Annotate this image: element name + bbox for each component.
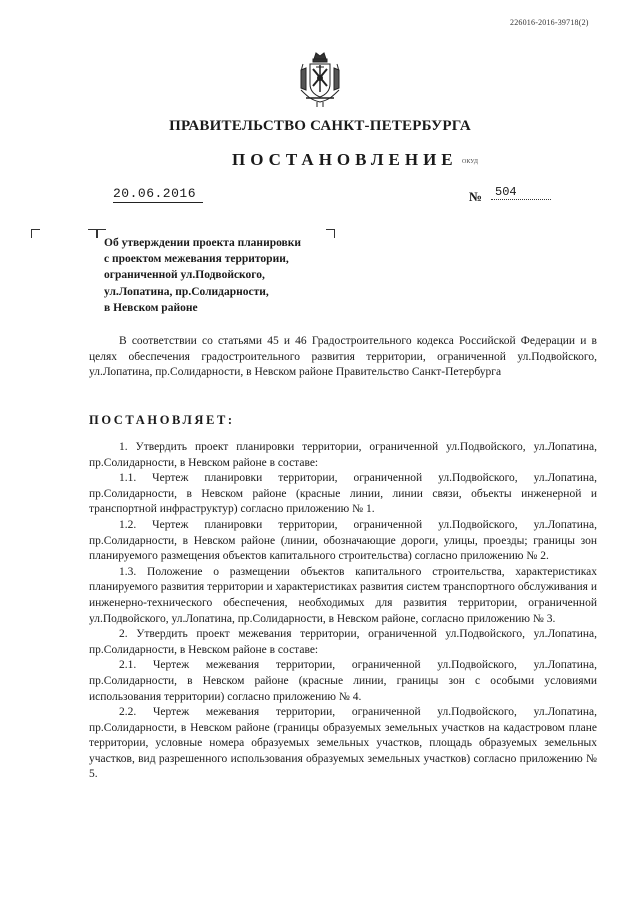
clause-1: 1. Утвердить проект планировки территории, ограниченной ул.Подвойского, ул.Лопатина, пр.Солидарности, в Невском районе в составе: bbox=[89, 441, 597, 469]
clauses bbox=[89, 440, 597, 783]
preamble-text: В соответствии со статьями 45 и 46 Градостроительного кодекса Российской Федерации и в целях обеспечения градостроительного развития территории, ограниченной ул.Подвойского, ул.Лопатина, пр.Солидарности, в Невском районе Правительство Санкт-Петербурга bbox=[89, 335, 597, 379]
clause-1-1: 1.1. Чертеж планировки территории, ограниченной ул.Подвойского, ул.Лопатина, пр.Солидарности, в Невском районе (красные линии, линии связи, объекты инженерной и транспортной инфраструктур) согласно приложению № 1. bbox=[89, 472, 597, 516]
document-number: 504 bbox=[491, 185, 551, 200]
clause-1-2: 1.2. Чертеж планировки территории, ограниченной ул.Подвойского, ул.Лопатина, пр.Солидарности, в Невском районе (линии, обозначающие дороги, улицы, проезды; границы зон планируемого размещения объектов капитального строительства) согласно приложению № 2. bbox=[89, 518, 597, 563]
subject-line: Об утверждении проекта планировки bbox=[104, 237, 302, 249]
corner-mark-left bbox=[31, 229, 40, 238]
number-sign: № bbox=[469, 189, 483, 204]
subject-line: ограниченной ул.Подвойского, bbox=[104, 269, 265, 282]
corner-mark-inner-left bbox=[88, 229, 97, 238]
subject-line: в Невском районе bbox=[104, 301, 198, 314]
subject-line: ул.Лопатина, пр.Солидарности, bbox=[104, 285, 269, 298]
okud-label: ОКУД bbox=[462, 159, 478, 165]
clause-2-2: 2.2. Чертеж межевания территории, ограниченной ул.Подвойского, ул.Лопатина, пр.Солидарности, в Невском районе (границы образуемых земельных участков на кадастровом плане территории, условные номера образуемых земельных участков, площадь образуемых земельных участков, вид разрешенного использования образуемых земельных участков) согласно приложению № 5. bbox=[89, 706, 597, 781]
clause-2: 2. Утвердить проект межевания территории, ограниченной ул.Подвойского, ул.Лопатина, пр.Солидарности, в Невском районе в составе: bbox=[89, 628, 597, 656]
document-subject bbox=[104, 235, 354, 316]
document-type: ПОСТАНОВЛЕНИЕ bbox=[232, 150, 458, 169]
government-title: ПРАВИТЕЛЬСТВО САНКТ-ПЕТЕРБУРГА bbox=[169, 118, 471, 134]
saint-petersburg-coat-of-arms-icon bbox=[297, 50, 343, 108]
decree-word: ПОСТАНОВЛЯЕТ: bbox=[89, 413, 235, 427]
document-id: 226016-2016-39718(2) bbox=[510, 18, 589, 27]
subject-line: с проектом межевания территории, bbox=[104, 253, 289, 266]
clause-1-3: 1.3. Положение о размещении объектов капитального строительства, характеристиках планируемого развития территории и характеристиках развития систем транспортного обслуживания и инженерно-технического обеспечения, необходимых для развития территории, ограниченной ул.Подвойского, ул.Лопатина, пр.Солидарности, в Невском районе, согласно приложению № 3. bbox=[89, 565, 597, 625]
clause-2-1: 2.1. Чертеж межевания территории, ограниченной ул.Подвойского, ул.Лопатина, пр.Солидарности, в Невском районе (красные линии, границы зон с особыми условиями использования территории) согласно приложению № 4. bbox=[89, 659, 597, 703]
document-date: 20.06.2016 bbox=[113, 186, 203, 203]
preamble bbox=[89, 334, 597, 381]
